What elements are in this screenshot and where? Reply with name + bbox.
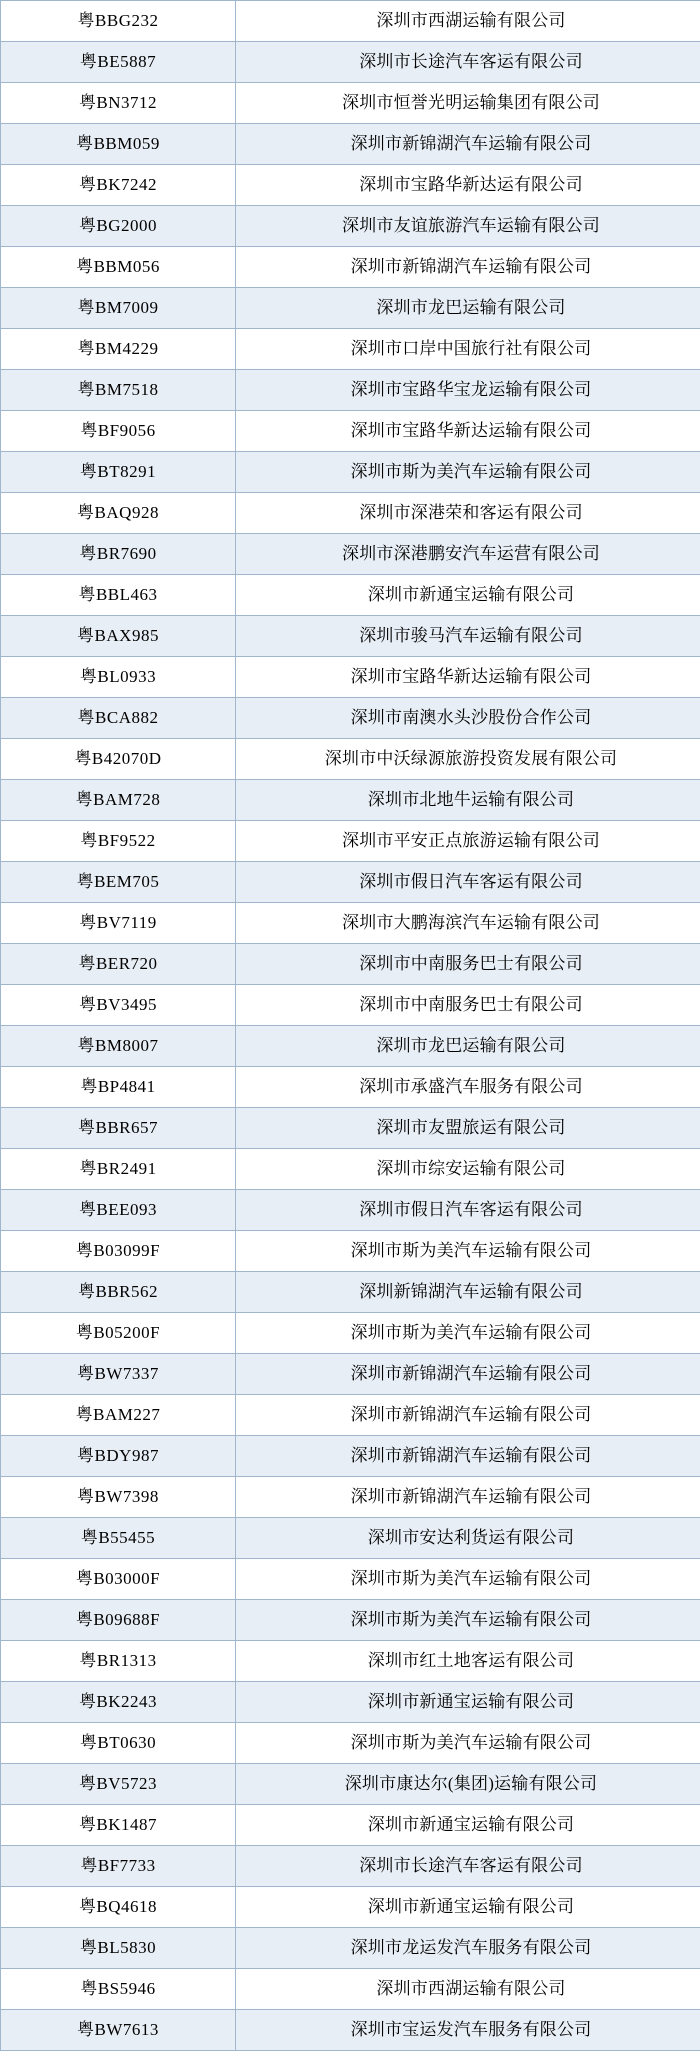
plate-number-cell: 粤BEM705 [1, 862, 236, 903]
table-row [1, 1436, 700, 1477]
table-row [1, 370, 700, 411]
company-name-cell: 深圳市北地牛运输有限公司 [236, 780, 700, 821]
company-name-cell: 深圳市新锦湖汽车运输有限公司 [236, 124, 700, 165]
plate-number-cell: 粤BAQ928 [1, 493, 236, 534]
plate-number-cell: 粤BT8291 [1, 452, 236, 493]
company-name-cell: 深圳市新锦湖汽车运输有限公司 [236, 1354, 700, 1395]
vehicle-table-body [1, 1, 700, 2051]
table-row [1, 206, 700, 247]
plate-number-cell: 粤BK7242 [1, 165, 236, 206]
table-row [1, 616, 700, 657]
plate-number-cell: 粤BBM059 [1, 124, 236, 165]
company-name-cell: 深圳市新通宝运输有限公司 [236, 1887, 700, 1928]
table-row [1, 83, 700, 124]
company-name-cell: 深圳市斯为美汽车运输有限公司 [236, 1600, 700, 1641]
plate-number-cell: 粤BBR562 [1, 1272, 236, 1313]
company-name-cell: 深圳市中沃绿源旅游投资发展有限公司 [236, 739, 700, 780]
plate-number-cell: 粤BEE093 [1, 1190, 236, 1231]
plate-number-cell: 粤B03099F [1, 1231, 236, 1272]
table-row [1, 534, 700, 575]
company-name-cell: 深圳市红土地客运有限公司 [236, 1641, 700, 1682]
company-name-cell: 深圳市新锦湖汽车运输有限公司 [236, 1477, 700, 1518]
table-row [1, 1928, 700, 1969]
table-row [1, 1231, 700, 1272]
company-name-cell: 深圳市龙巴运输有限公司 [236, 1026, 700, 1067]
company-name-cell: 深圳市平安正点旅游运输有限公司 [236, 821, 700, 862]
plate-number-cell: 粤BV3495 [1, 985, 236, 1026]
plate-number-cell: 粤BDY987 [1, 1436, 236, 1477]
plate-number-cell: 粤BV7119 [1, 903, 236, 944]
company-name-cell: 深圳市斯为美汽车运输有限公司 [236, 452, 700, 493]
company-name-cell: 深圳市斯为美汽车运输有限公司 [236, 1313, 700, 1354]
company-name-cell: 深圳新锦湖汽车运输有限公司 [236, 1272, 700, 1313]
plate-number-cell: 粤BM8007 [1, 1026, 236, 1067]
table-row [1, 1149, 700, 1190]
table-row [1, 124, 700, 165]
company-name-cell: 深圳市宝路华新达运输有限公司 [236, 411, 700, 452]
company-name-cell: 深圳市斯为美汽车运输有限公司 [236, 1559, 700, 1600]
plate-number-cell: 粤BCA882 [1, 698, 236, 739]
plate-number-cell: 粤BE5887 [1, 42, 236, 83]
plate-number-cell: 粤BV5723 [1, 1764, 236, 1805]
table-row [1, 1518, 700, 1559]
company-name-cell: 深圳市大鹏海滨汽车运输有限公司 [236, 903, 700, 944]
table-row [1, 1272, 700, 1313]
table-row [1, 1354, 700, 1395]
company-name-cell: 深圳市宝路华新达运有限公司 [236, 165, 700, 206]
company-name-cell: 深圳市龙运发汽车服务有限公司 [236, 1928, 700, 1969]
plate-number-cell: 粤BW7337 [1, 1354, 236, 1395]
plate-number-cell: 粤BK1487 [1, 1805, 236, 1846]
plate-number-cell: 粤BT0630 [1, 1723, 236, 1764]
plate-number-cell: 粤BF9522 [1, 821, 236, 862]
plate-number-cell: 粤B05200F [1, 1313, 236, 1354]
table-row [1, 1969, 700, 2010]
plate-number-cell: 粤BER720 [1, 944, 236, 985]
plate-number-cell: 粤BR7690 [1, 534, 236, 575]
table-row [1, 1026, 700, 1067]
plate-number-cell: 粤BR1313 [1, 1641, 236, 1682]
table-row [1, 739, 700, 780]
plate-number-cell: 粤BG2000 [1, 206, 236, 247]
company-name-cell: 深圳市新锦湖汽车运输有限公司 [236, 1436, 700, 1477]
plate-number-cell: 粤BL5830 [1, 1928, 236, 1969]
company-name-cell: 深圳市新锦湖汽车运输有限公司 [236, 1395, 700, 1436]
plate-number-cell: 粤BF7733 [1, 1846, 236, 1887]
plate-number-cell: 粤BL0933 [1, 657, 236, 698]
plate-number-cell: 粤BP4841 [1, 1067, 236, 1108]
company-name-cell: 深圳市综安运输有限公司 [236, 1149, 700, 1190]
company-name-cell: 深圳市深港鹏安汽车运营有限公司 [236, 534, 700, 575]
company-name-cell: 深圳市假日汽车客运有限公司 [236, 862, 700, 903]
table-row [1, 862, 700, 903]
table-row [1, 1723, 700, 1764]
table-row [1, 493, 700, 534]
company-name-cell: 深圳市友盟旅运有限公司 [236, 1108, 700, 1149]
company-name-cell: 深圳市斯为美汽车运输有限公司 [236, 1231, 700, 1272]
plate-number-cell: 粤BBL463 [1, 575, 236, 616]
plate-number-cell: 粤BAM227 [1, 1395, 236, 1436]
table-row [1, 1682, 700, 1723]
plate-number-cell: 粤B03000F [1, 1559, 236, 1600]
company-name-cell: 深圳市承盛汽车服务有限公司 [236, 1067, 700, 1108]
table-row [1, 1108, 700, 1149]
table-row [1, 288, 700, 329]
table-row [1, 698, 700, 739]
company-name-cell: 深圳市长途汽车客运有限公司 [236, 1846, 700, 1887]
company-name-cell: 深圳市骏马汽车运输有限公司 [236, 616, 700, 657]
company-name-cell: 深圳市斯为美汽车运输有限公司 [236, 1723, 700, 1764]
table-row [1, 1846, 700, 1887]
plate-number-cell: 粤BM7518 [1, 370, 236, 411]
table-row [1, 1764, 700, 1805]
company-name-cell: 深圳市假日汽车客运有限公司 [236, 1190, 700, 1231]
company-name-cell: 深圳市南澳水头沙股份合作公司 [236, 698, 700, 739]
table-row [1, 165, 700, 206]
plate-number-cell: 粤BM7009 [1, 288, 236, 329]
company-name-cell: 深圳市友谊旅游汽车运输有限公司 [236, 206, 700, 247]
plate-number-cell: 粤BBG232 [1, 1, 236, 42]
plate-number-cell: 粤BBM056 [1, 247, 236, 288]
plate-number-cell: 粤BK2243 [1, 1682, 236, 1723]
table-row [1, 1477, 700, 1518]
plate-number-cell: 粤BAX985 [1, 616, 236, 657]
table-row [1, 985, 700, 1026]
table-row [1, 1395, 700, 1436]
company-name-cell: 深圳市长途汽车客运有限公司 [236, 42, 700, 83]
table-row [1, 247, 700, 288]
table-row [1, 452, 700, 493]
table-row [1, 1313, 700, 1354]
company-name-cell: 深圳市新通宝运输有限公司 [236, 1682, 700, 1723]
plate-number-cell: 粤BF9056 [1, 411, 236, 452]
plate-number-cell: 粤B09688F [1, 1600, 236, 1641]
table-row [1, 1641, 700, 1682]
table-row [1, 575, 700, 616]
table-row [1, 329, 700, 370]
company-name-cell: 深圳市恒誉光明运输集团有限公司 [236, 83, 700, 124]
plate-number-cell: 粤BAM728 [1, 780, 236, 821]
company-name-cell: 深圳市安达利货运有限公司 [236, 1518, 700, 1559]
plate-number-cell: 粤BQ4618 [1, 1887, 236, 1928]
table-row [1, 1559, 700, 1600]
table-row [1, 411, 700, 452]
plate-number-cell: 粤BW7613 [1, 2010, 236, 2051]
company-name-cell: 深圳市宝运发汽车服务有限公司 [236, 2010, 700, 2051]
table-row [1, 1600, 700, 1641]
company-name-cell: 深圳市宝路华新达运输有限公司 [236, 657, 700, 698]
plate-number-cell: 粤BBR657 [1, 1108, 236, 1149]
company-name-cell: 深圳市西湖运输有限公司 [236, 1969, 700, 2010]
company-name-cell: 深圳市新锦湖汽车运输有限公司 [236, 247, 700, 288]
table-row [1, 1, 700, 42]
table-row [1, 1190, 700, 1231]
table-row [1, 2010, 700, 2051]
plate-number-cell: 粤BM4229 [1, 329, 236, 370]
table-row [1, 1067, 700, 1108]
table-row [1, 1805, 700, 1846]
company-name-cell: 深圳市新通宝运输有限公司 [236, 1805, 700, 1846]
company-name-cell: 深圳市中南服务巴士有限公司 [236, 985, 700, 1026]
table-row [1, 657, 700, 698]
company-name-cell: 深圳市深港荣和客运有限公司 [236, 493, 700, 534]
table-row [1, 903, 700, 944]
plate-number-cell: 粤BS5946 [1, 1969, 236, 2010]
company-name-cell: 深圳市康达尔(集团)运输有限公司 [236, 1764, 700, 1805]
table-row [1, 821, 700, 862]
company-name-cell: 深圳市口岸中国旅行社有限公司 [236, 329, 700, 370]
table-row [1, 780, 700, 821]
plate-number-cell: 粤BN3712 [1, 83, 236, 124]
plate-number-cell: 粤BR2491 [1, 1149, 236, 1190]
plate-number-cell: 粤BW7398 [1, 1477, 236, 1518]
table-row [1, 42, 700, 83]
company-name-cell: 深圳市新通宝运输有限公司 [236, 575, 700, 616]
company-name-cell: 深圳市中南服务巴士有限公司 [236, 944, 700, 985]
plate-number-cell: 粤B55455 [1, 1518, 236, 1559]
company-name-cell: 深圳市宝路华宝龙运输有限公司 [236, 370, 700, 411]
plate-number-cell: 粤B42070D [1, 739, 236, 780]
table-row [1, 944, 700, 985]
company-name-cell: 深圳市西湖运输有限公司 [236, 1, 700, 42]
table-row [1, 1887, 700, 1928]
company-name-cell: 深圳市龙巴运输有限公司 [236, 288, 700, 329]
